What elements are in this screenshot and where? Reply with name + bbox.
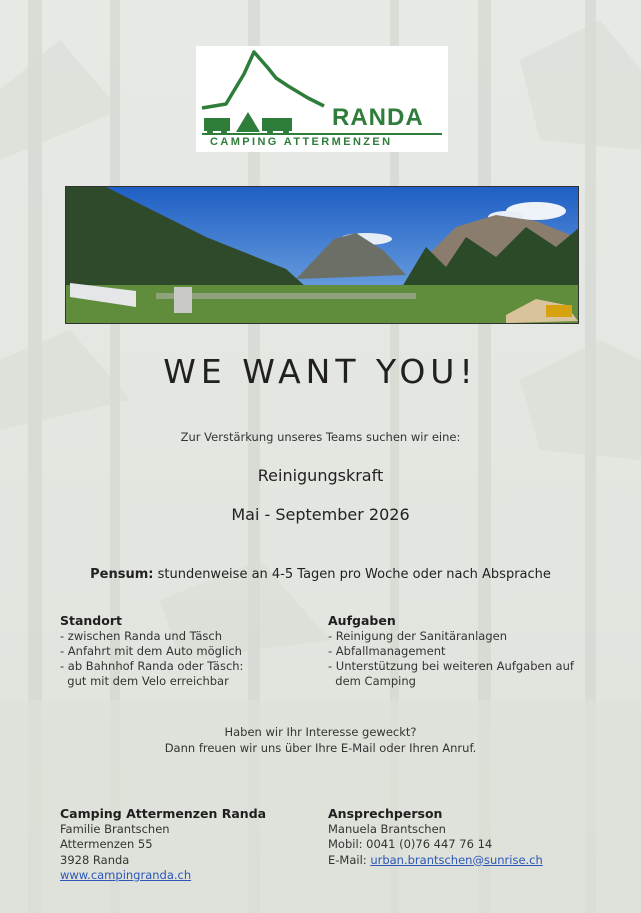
logo-name: RANDA [332, 104, 424, 131]
standort-item: - ab Bahnhof Randa oder Täsch: [60, 659, 244, 673]
headline: WE WANT YOU! [163, 352, 478, 391]
aufgaben-heading: Aufgaben [328, 613, 396, 628]
email-link[interactable]: urban.brantschen@sunrise.ch [370, 852, 543, 867]
company-street: Attermenzen 55 [60, 837, 153, 851]
website-link[interactable]: www.campingranda.ch [60, 868, 192, 882]
standort-heading: Standort [60, 613, 122, 628]
contact-name: Manuela Brantschen [328, 821, 446, 836]
email-label: E-Mail: [328, 852, 371, 867]
company-city: 3928 Randa [60, 852, 130, 867]
pensum-text: stundenweise an 4-5 Tagen pro Woche oder nach Absprache [157, 567, 551, 582]
company-address [60, 806, 310, 884]
aufgaben-section [328, 613, 598, 689]
aufgaben-item: - Unterstützung bei weiteren Aufgaben auf [328, 659, 574, 673]
contact-person [328, 806, 608, 868]
camping-logo [196, 46, 448, 152]
aufgaben-item: dem Camping [328, 674, 416, 688]
logo-subtitle: CAMPING ATTERMENZEN [210, 136, 393, 148]
standort-item: - Anfahrt mit dem Auto möglich [60, 644, 242, 658]
panorama-photo [65, 186, 579, 324]
intro-text: Zur Verstärkung unseres Teams suchen wir eine: [180, 430, 461, 444]
standort-section [60, 613, 310, 689]
company-family: Familie Brantschen [60, 821, 170, 836]
closing-line-1: Haben wir Ihr Interesse geweckt? [224, 725, 417, 739]
position-title: Reinigungskraft [257, 466, 384, 485]
pensum-label: Pensum: [90, 567, 154, 582]
employment-period: Mai - September 2026 [231, 505, 410, 524]
company-name: Camping Attermenzen Randa [60, 806, 267, 821]
pensum-line [0, 567, 641, 582]
closing-text [0, 724, 641, 756]
standort-item: - zwischen Randa und Täsch [60, 629, 223, 643]
aufgaben-item: - Abfallmanagement [328, 644, 446, 658]
standort-item: gut mit dem Velo erreichbar [60, 674, 229, 688]
contact-mobile: Mobil: 0041 (0)76 447 76 14 [328, 837, 493, 851]
contact-heading: Ansprechperson [328, 806, 443, 821]
aufgaben-item: - Reinigung der Sanitäranlagen [328, 629, 507, 643]
closing-line-2: Dann freuen wir uns über Ihre E-Mail oder Ihren Anruf. [164, 741, 477, 755]
contact-email-line [328, 853, 608, 869]
